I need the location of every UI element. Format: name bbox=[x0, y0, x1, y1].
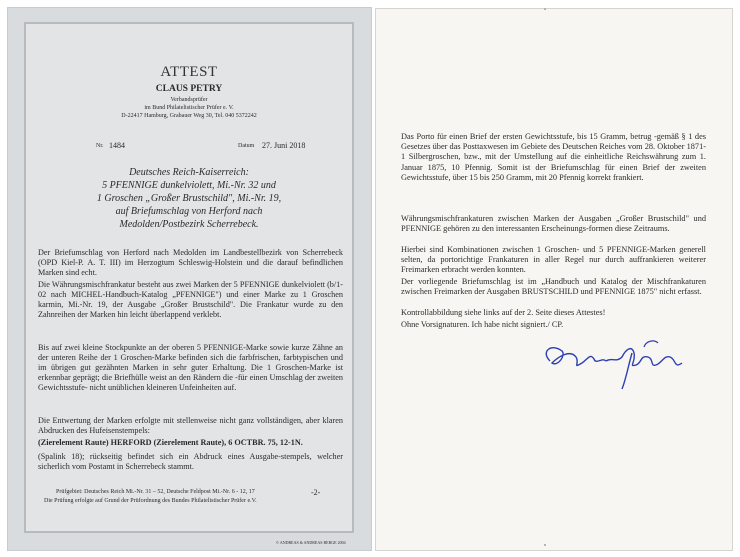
certificate-title: ATTEST bbox=[160, 64, 218, 80]
paragraph-backstamp: (Spalink 18); rückseitig befindet sich ein Abdruck eines Ausgabe-stempels, welcher sicherlich vom Postamt in Scherrebeck stammt. bbox=[38, 452, 343, 471]
footer-exam-area: Prüfgebiet: Deutsches Reich Mi.-Nr. 31 – 52, Deutsche Feldpost Mi.-Nr. 6 - 12, 17 bbox=[56, 489, 255, 495]
paragraph-cancellation: Die Entwertung der Marken erfolgte mit stellenweise nicht ganz vollständigen, aber klaren Abdrucken des Hufeisenstempels: bbox=[38, 416, 343, 435]
fold-mark bbox=[544, 544, 546, 546]
heading-line: 1 Groschen „Großer Brustschild", Mi.-Nr. 19, bbox=[96, 193, 282, 204]
examiner-association: im Bund Philatelistischer Prüfer e. V. bbox=[144, 105, 234, 111]
paragraph-mixed-franking: Währungsmischfrankaturen zwischen Marken der Ausgaben „Großer Brustschild" und PFENNIGE gehören zu den interessanten Erscheinungs-formen diese Zeitraums. bbox=[401, 214, 706, 234]
cancellation-line: (Zierelement Raute) HERFORD (Zierelement Raute), 6 OCTBR. 75, 12-1N. bbox=[38, 438, 303, 447]
heading-line: 5 PFENNIGE dunkelviolett, Mi.-Nr. 32 und bbox=[102, 180, 276, 191]
examiner-signature bbox=[536, 327, 696, 399]
heading-line: Medolden/Postbezirk Scherrebeck. bbox=[119, 219, 259, 230]
heading-line: auf Briefumschlag von Herford nach bbox=[115, 206, 263, 217]
certificate-page-left bbox=[7, 7, 372, 551]
page-number: -2- bbox=[311, 488, 321, 497]
printer-mark: © ANDREAS & ANDREAS BERGE 2004 bbox=[276, 540, 346, 545]
footer-exam-rules: Die Prüfung erfolgte auf Grund der Prüfordnung des Bundes Philatelistischer Prüfer e.V. bbox=[44, 498, 257, 504]
heading-line: Deutsches Reich-Kaiserreich: bbox=[129, 167, 249, 178]
datum-label: Datum bbox=[238, 143, 255, 149]
paragraph-authenticity: Der Briefumschlag von Herford nach Medolden im Landbestellbezirk von Scherrebeck (OPD Kiel-P. A. T. III) im Herzogtum Schleswig-Holstein und die darauf befindlichen Marken sind echt. bbox=[38, 248, 343, 277]
fold-mark bbox=[544, 8, 546, 10]
certificate-page-right bbox=[375, 8, 733, 551]
nr-label: Nr. bbox=[96, 143, 104, 149]
datum-value: 27. Juni 2018 bbox=[262, 141, 306, 150]
examiner-role: Verbandsprüfer bbox=[170, 97, 208, 103]
paragraph-condition: Bis auf zwei kleine Stockpunkte an der oberen 5 PFENNIGE-Marke sowie kurze Zähne an der unteren Reihe der 1 Groschen-Marke befinden sich die farbfrischen, farbtypischen und im übrigen gut gezähnten Marken in sehr guter Erhaltung. Die 1 Groschen-Marke ist erkennbar geprägt; die Briefhülle weist an den Rändern die -für einen Umschlag der zweiten Gewichtsstufe- nicht unüblichen kleineren Unfeinheiten auf. bbox=[38, 343, 343, 392]
paragraph-postage: Das Porto für einen Brief der ersten Gewichtsstufe, bis 15 Gramm, betrug -gemäß § 1 des Gesetzes über das Posttaxwesen im Gebiete des Deutschen Reiches vom 28. Oktober 1871- 1 Silbergroschen, bzw., mit der Umstellung auf die einheitliche Reichswährung zum 1. Januar 1875, 10 Pfennig. Somit ist der Briefumschlag für einen Brief der zweiten Gewichtsstufe, über 15 bis 250 Gramm, mit 20 Pfennig korrekt frankiert. bbox=[401, 132, 706, 182]
examiner-name: CLAUS PETRY bbox=[155, 84, 223, 94]
paragraph-franking: Die Währungsmischfrankatur besteht aus zwei Marken der 5 PFENNIGE dunkelviolett (b/1-02 nach MICHEL-Handbuch-Katalog „PFENNIGE") und einer Marke zu 1 Groschen karmin, Mi.-Nr. 19, der Ausgabe „Großer Brustschild". Die Frankatur wurde zu den Zahnreihen der Marken hin leicht überlappend verklebt. bbox=[38, 280, 343, 319]
paragraph-combinations: Hierbei sind Kombinationen zwischen 1 Groschen- und 5 PFENNIGE-Marken generell selten, da portorichtige Frankaturen in aller Regel nur durch auffrankieren weiterer Freimarken erbracht werden konnten. bbox=[401, 245, 706, 275]
certificate-heading bbox=[26, 166, 352, 231]
paragraph-handbook: Der vorliegende Briefumschlag ist im „Handbuch und Katalog der Mischfrankaturen zwischen Freimarken der Ausgaben BRUSTSCHILD und PFENNIGE 1875" nicht erfasst. bbox=[401, 277, 706, 297]
nr-value: 1484 bbox=[109, 141, 125, 150]
examiner-address: D-22417 Hamburg, Grabauer Weg 30, Tel. 040 5372242 bbox=[121, 113, 257, 119]
paragraph-control-image: Kontrollabbildung siehe links auf der 2. Seite dieses Attestes! bbox=[401, 308, 606, 317]
paragraph-no-signature: Ohne Vorsignaturen. Ich habe nicht signiert./ CP. bbox=[401, 320, 564, 329]
